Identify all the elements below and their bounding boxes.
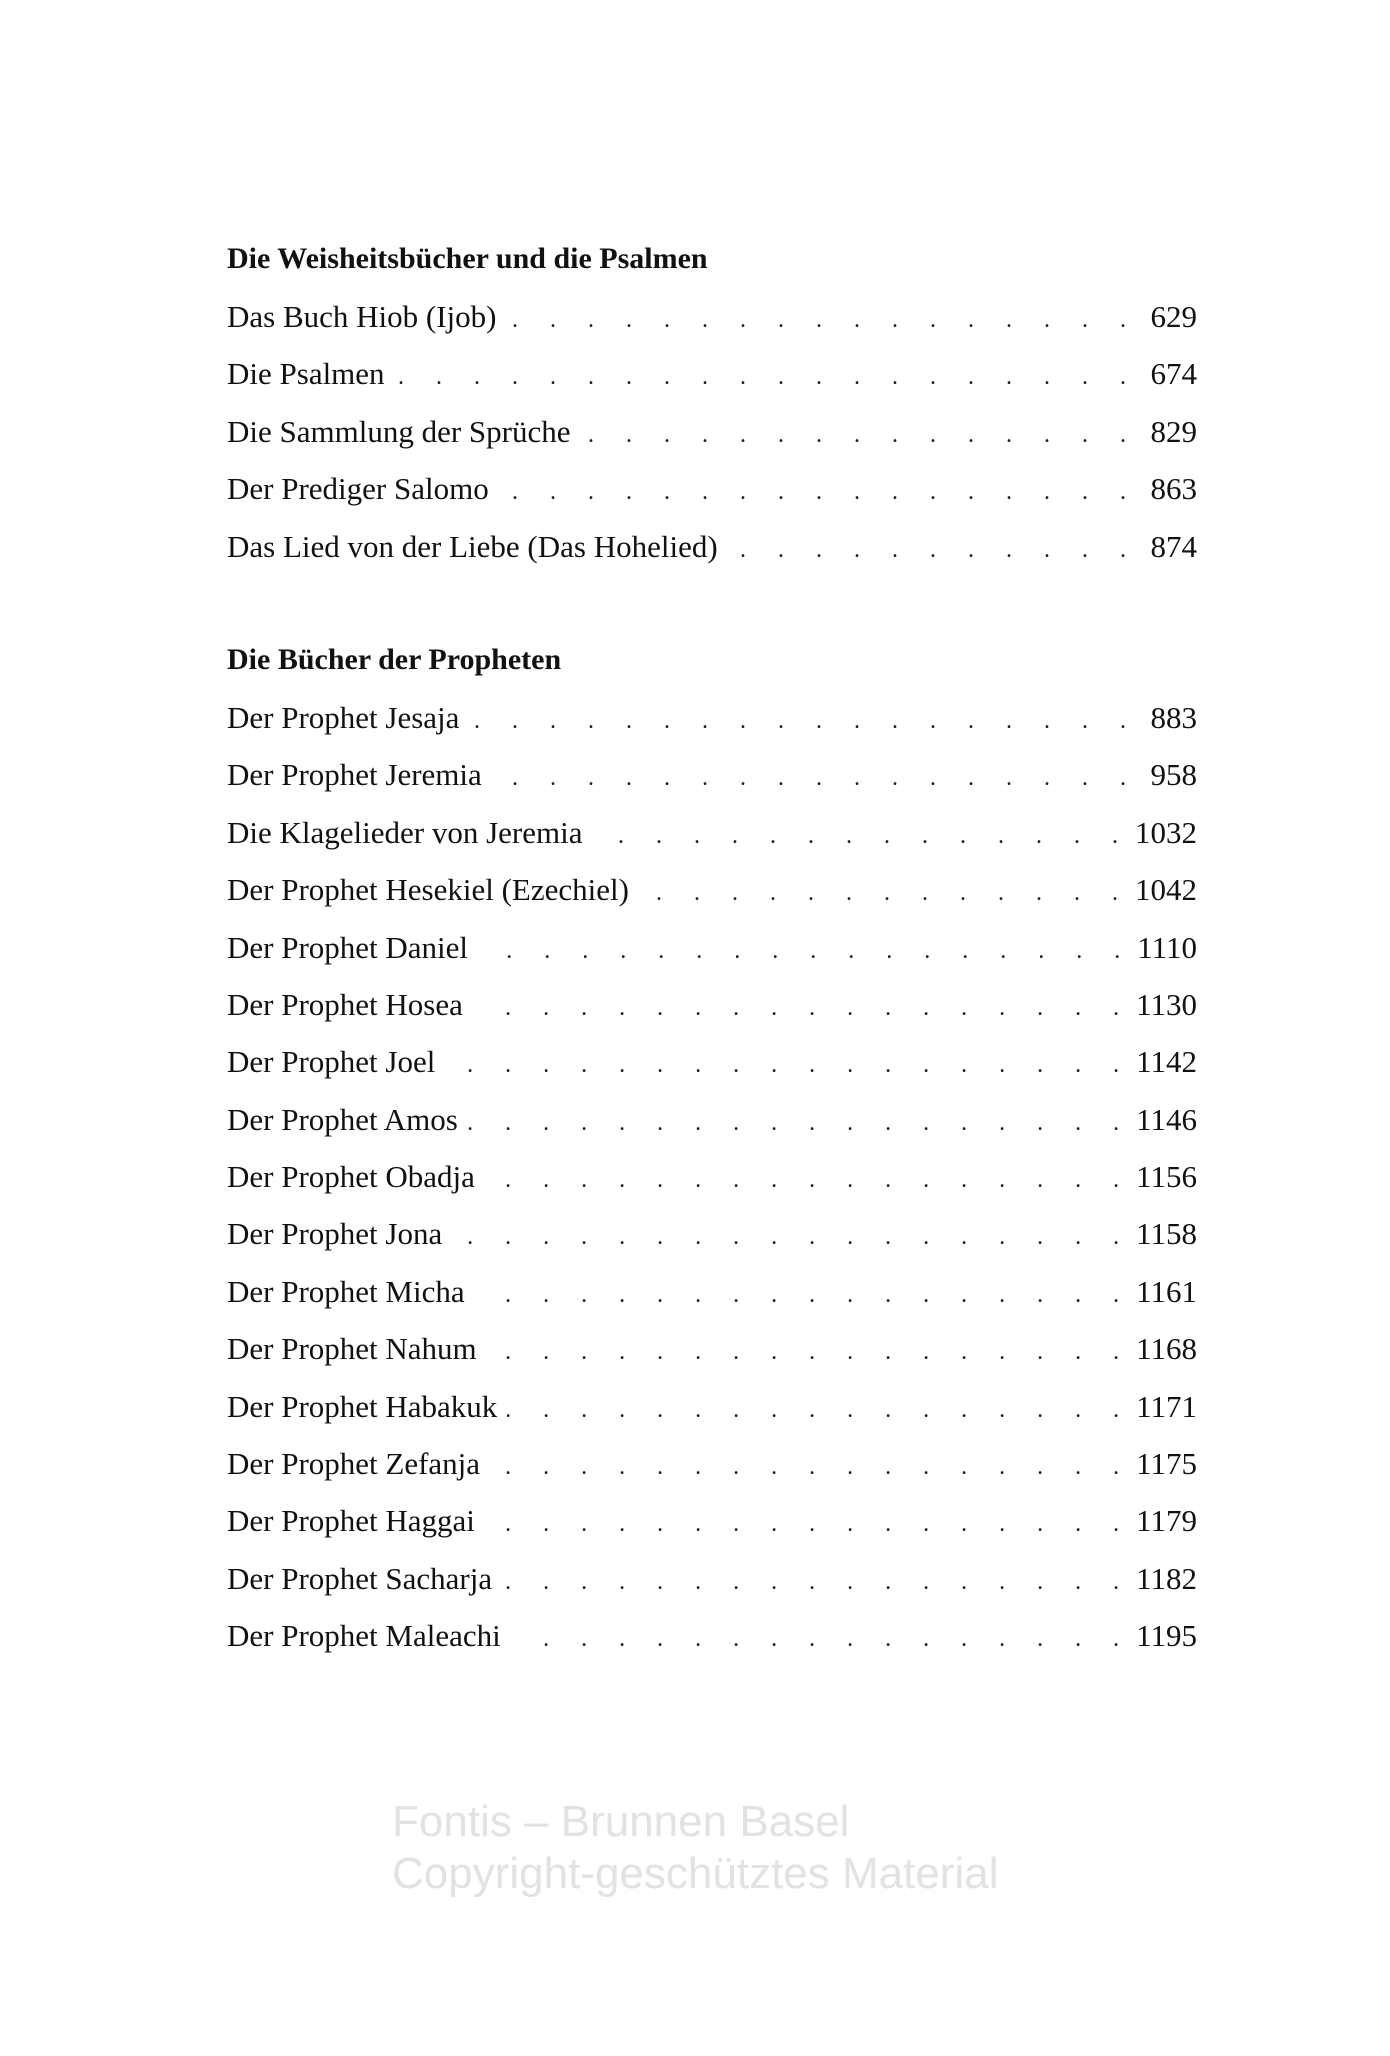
toc-entry-page-number: 883 xyxy=(1150,699,1197,735)
toc-entry-page-number: 874 xyxy=(1150,528,1197,564)
dot-leader xyxy=(478,923,1133,980)
dot-leader xyxy=(395,349,1139,406)
table-of-contents xyxy=(227,230,1197,1721)
dot-leader xyxy=(469,693,1139,750)
toc-entry-page-number: 1156 xyxy=(1136,1159,1197,1195)
toc-entry-page-number: 829 xyxy=(1150,413,1197,449)
toc-entry-page-number: 1146 xyxy=(1136,1101,1197,1137)
dot-leader xyxy=(581,407,1139,464)
toc-entry[interactable] xyxy=(227,518,1197,575)
toc-entry-title: Der Prophet Jeremia xyxy=(227,757,482,793)
toc-entry-page-number: 1161 xyxy=(1136,1273,1197,1309)
toc-entry-title: Der Prophet Sacharja xyxy=(227,1560,493,1596)
toc-entry-title: Der Prophet Zefanja xyxy=(227,1446,481,1482)
toc-entry-title: Der Prophet Micha xyxy=(227,1273,465,1309)
toc-entry-page-number: 1032 xyxy=(1135,814,1197,850)
toc-section-prophets xyxy=(227,631,1197,1665)
toc-entry-title: Der Prophet Hosea xyxy=(227,986,463,1022)
dot-leader xyxy=(593,808,1132,865)
toc-entry[interactable] xyxy=(227,976,1197,1033)
toc-section-wisdom-books xyxy=(227,230,1197,575)
toc-entry[interactable] xyxy=(227,919,1197,976)
dot-leader xyxy=(485,1496,1132,1553)
dot-leader xyxy=(473,980,1132,1037)
toc-entry-title: Der Prophet Habakuk xyxy=(227,1388,498,1424)
toc-entry-title: Der Prophet Maleachi xyxy=(227,1618,501,1654)
toc-entry-page-number: 1130 xyxy=(1136,986,1197,1022)
toc-entry-page-number: 1142 xyxy=(1136,1044,1197,1080)
toc-entry-title: Der Prophet Haggai xyxy=(227,1503,475,1539)
toc-entry-list xyxy=(227,689,1197,1665)
toc-entry[interactable] xyxy=(227,689,1197,746)
toc-entry[interactable] xyxy=(227,345,1197,402)
toc-entry-list xyxy=(227,288,1197,575)
toc-entry-title: Der Prophet Amos xyxy=(227,1101,458,1137)
toc-entry[interactable] xyxy=(227,288,1197,345)
toc-entry-page-number: 1171 xyxy=(1136,1388,1197,1424)
toc-entry-page-number: 1182 xyxy=(1136,1560,1197,1596)
toc-entry[interactable] xyxy=(227,1492,1197,1549)
toc-entry-title: Das Lied von der Liebe (Das Hohelied) xyxy=(227,528,718,564)
toc-entry[interactable] xyxy=(227,1263,1197,1320)
toc-entry-title: Der Prophet Obadja xyxy=(227,1159,475,1195)
dot-leader xyxy=(485,1152,1132,1209)
toc-entry[interactable] xyxy=(227,1378,1197,1435)
dot-leader xyxy=(506,292,1139,349)
section-heading: Die Weisheitsbücher und die Psalmen xyxy=(227,242,708,275)
dot-leader xyxy=(490,1439,1132,1496)
toc-entry-title: Der Prophet Daniel xyxy=(227,929,469,965)
toc-entry[interactable] xyxy=(227,1320,1197,1377)
toc-entry-page-number: 674 xyxy=(1150,356,1197,392)
section-heading: Die Bücher der Propheten xyxy=(227,642,562,676)
toc-entry-page-number: 1168 xyxy=(1136,1331,1197,1367)
dot-leader xyxy=(502,1554,1132,1611)
dot-leader xyxy=(728,522,1139,579)
dot-leader xyxy=(492,750,1139,807)
toc-entry[interactable] xyxy=(227,1205,1197,1262)
toc-entry-title: Der Prophet Hesekiel (Ezechiel) xyxy=(227,872,629,908)
dot-leader xyxy=(452,1209,1132,1266)
watermark-line-publisher: Fontis – Brunnen Basel xyxy=(392,1797,850,1846)
toc-entry-page-number: 863 xyxy=(1150,471,1197,507)
dot-leader xyxy=(487,1324,1132,1381)
dot-leader xyxy=(511,1611,1132,1668)
toc-entry-page-number: 629 xyxy=(1150,299,1197,334)
toc-entry-page-number: 1042 xyxy=(1135,872,1197,908)
dot-leader xyxy=(445,1037,1132,1094)
toc-entry-title: Der Prophet Jesaja xyxy=(227,699,460,735)
dot-leader xyxy=(468,1095,1132,1152)
toc-entry-title: Der Prophet Joel xyxy=(227,1044,436,1080)
toc-entry[interactable] xyxy=(227,1435,1197,1492)
toc-entry-page-number: 1110 xyxy=(1137,929,1197,965)
toc-entry[interactable] xyxy=(227,861,1197,918)
copyright-watermark xyxy=(392,1796,998,1900)
toc-entry-title: Das Buch Hiob (Ijob) xyxy=(227,299,497,334)
toc-entry-title: Der Prophet Jona xyxy=(227,1216,443,1252)
toc-entry[interactable] xyxy=(227,746,1197,803)
toc-entry-page-number: 1175 xyxy=(1136,1446,1197,1482)
toc-entry[interactable] xyxy=(227,403,1197,460)
toc-entry-page-number: 1179 xyxy=(1136,1503,1197,1539)
dot-leader xyxy=(499,464,1139,521)
toc-entry-page-number: 1195 xyxy=(1136,1618,1197,1654)
toc-entry-title: Der Prediger Salomo xyxy=(227,471,489,507)
toc-entry[interactable] xyxy=(227,460,1197,517)
toc-entry[interactable] xyxy=(227,1033,1197,1090)
toc-entry-title: Die Psalmen xyxy=(227,356,385,392)
toc-entry[interactable] xyxy=(227,1550,1197,1607)
dot-leader xyxy=(475,1267,1133,1324)
toc-entry[interactable] xyxy=(227,804,1197,861)
dot-leader xyxy=(507,1382,1132,1439)
toc-entry-page-number: 958 xyxy=(1150,757,1197,793)
dot-leader xyxy=(639,865,1131,922)
toc-entry[interactable] xyxy=(227,1607,1197,1664)
toc-entry-title: Die Sammlung der Sprüche xyxy=(227,413,571,449)
toc-entry[interactable] xyxy=(227,1148,1197,1205)
toc-entry-title: Der Prophet Nahum xyxy=(227,1331,477,1367)
watermark-line-copyright: Copyright-geschütztes Material xyxy=(392,1849,999,1898)
toc-entry-page-number: 1158 xyxy=(1136,1216,1197,1252)
toc-entry-title: Die Klagelieder von Jeremia xyxy=(227,814,583,850)
toc-entry[interactable] xyxy=(227,1091,1197,1148)
